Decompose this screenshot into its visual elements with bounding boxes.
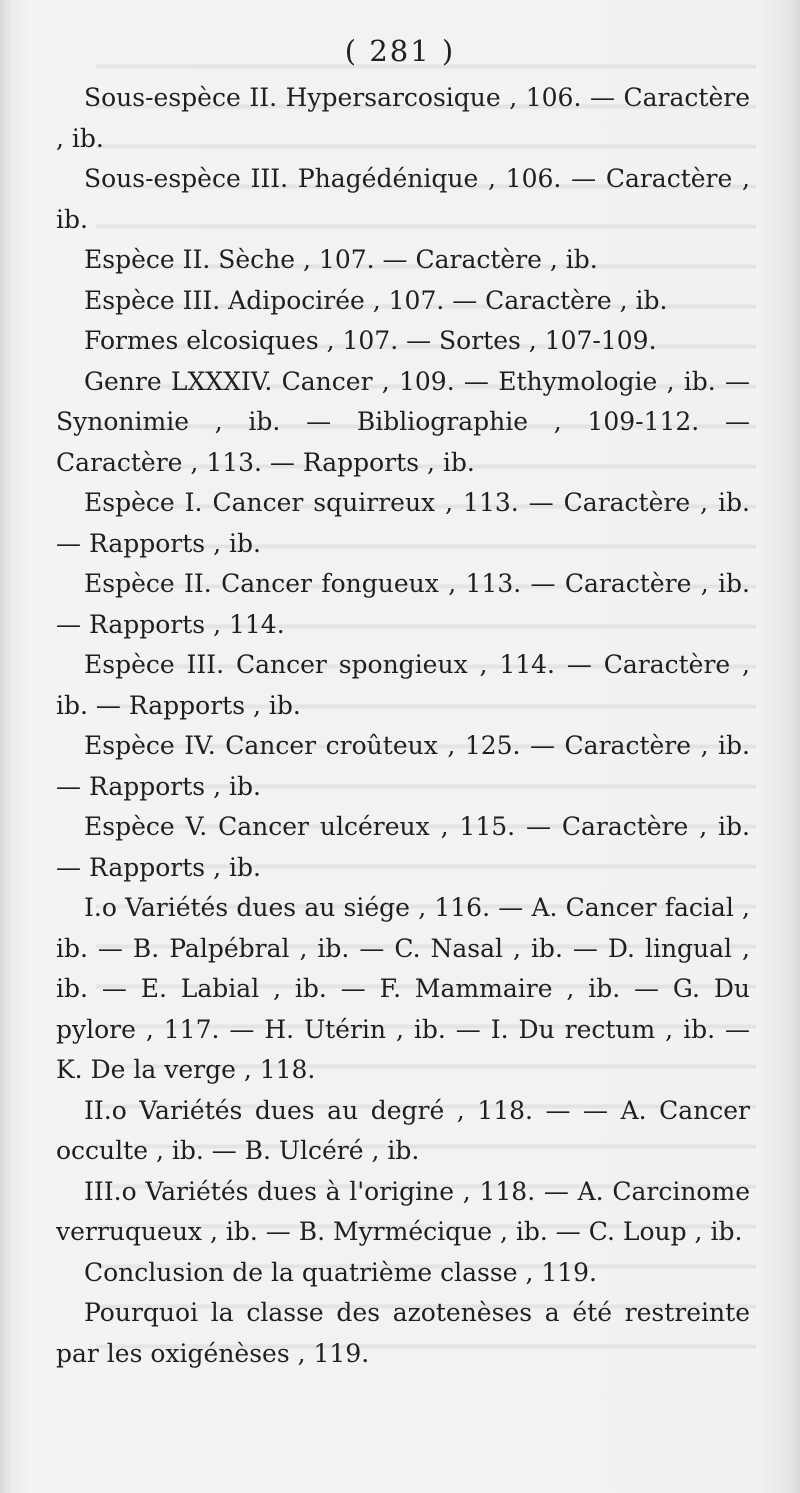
index-entry: Espèce III. Cancer spongieux , 114. — Caractère , ib. — Rapports , ib. [56, 650, 750, 720]
index-entry: II.o Variétés dues au degré , 118. — — A. Cancer occulte , ib. — B. Ulcéré , ib. [56, 1095, 750, 1165]
index-entry: Genre LXXXIV. Cancer , 109. — Ethymologie , ib. — Synonimie , ib. — Bibliographie , 109-112. — Caractère , 113. — Rapports , ib. [56, 366, 750, 477]
index-entry: Sous-espèce II. Hypersarcosique , 106. — Caractère , ib. [56, 83, 750, 153]
index-entry: Espèce II. Sèche , 107. — Caractère , ib. [84, 245, 598, 274]
index-entry: Espèce IV. Cancer croûteux , 125. — Caractère , ib. — Rapports , ib. [56, 731, 750, 801]
index-entry: Conclusion de la quatrième classe , 119. [84, 1257, 598, 1287]
index-entry: Sous-espèce III. Phagédénique , 106. — Caractère , ib. [56, 164, 750, 234]
index-text [56, 78, 750, 1374]
index-entry: Formes elcosiques , 107. — Sortes , 107-109. [84, 326, 657, 355]
index-entry: Espèce I. Cancer squirreux , 113. — Caractère , ib. — Rapports , ib. [56, 488, 750, 558]
index-entry: I.o Variétés dues au siége , 116. — A. Cancer facial , ib. — B. Palpébral , ib. — C. Nasal , ib. — D. lingual , ib. — E. Labial , ib. — F. Mammaire , ib. — G. Du pylore , 117. — H. Utérin , ib. — I. Du rectum , ib. — K. De la verge , 118. [56, 893, 750, 1084]
index-entry: Espèce II. Cancer fongueux , 113. — Caractère , ib. — Rapports , 114. [56, 569, 750, 639]
index-entry: Pourquoi la classe des azotenèses a été restreinte par les oxigénèses , 119. [56, 1298, 750, 1368]
index-entry: III.o Variétés dues à l'origine , 118. — A. Carcinome verruqueux , ib. — B. Myrmécique , ib. — C. Loup , ib. [56, 1176, 750, 1246]
index-entry: Espèce V. Cancer ulcéreux , 115. — Caractère , ib. — Rapports , ib. [56, 812, 750, 882]
index-entry: Espèce III. Adipocirée , 107. — Caractère , ib. [84, 285, 668, 315]
page-number: ( 281 ) [344, 34, 456, 68]
